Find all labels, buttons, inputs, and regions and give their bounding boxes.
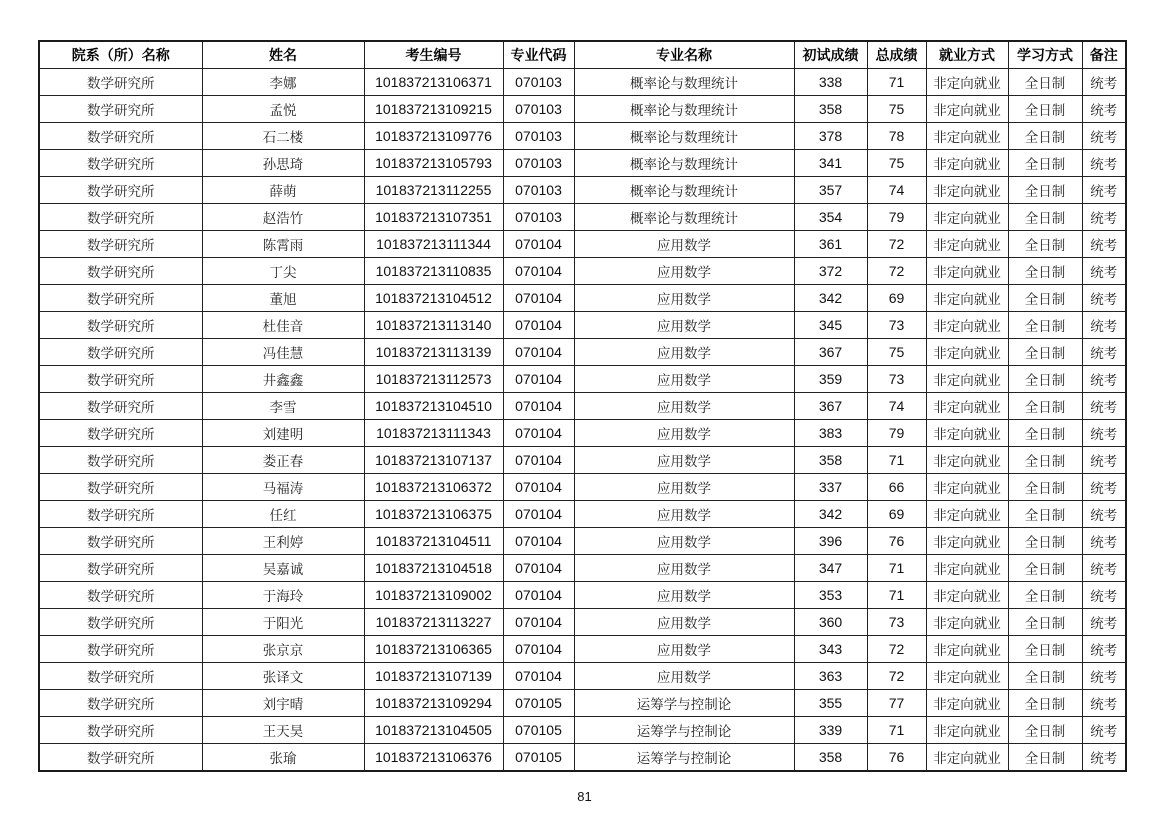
candidate-name-cell: 任红 <box>202 501 364 528</box>
preliminary-score-cell: 367 <box>794 393 867 420</box>
table-row <box>39 366 1126 393</box>
table-row <box>39 204 1126 231</box>
candidate-name-cell: 杜佳音 <box>202 312 364 339</box>
note-cell: 统考 <box>1082 96 1126 123</box>
preliminary-score-cell: 343 <box>794 636 867 663</box>
major-name-cell: 运筹学与控制论 <box>574 690 794 717</box>
study-mode-cell: 全日制 <box>1008 339 1082 366</box>
preliminary-score-cell: 354 <box>794 204 867 231</box>
candidate-name-cell: 娄正春 <box>202 447 364 474</box>
department-cell: 数学研究所 <box>39 231 202 258</box>
exam-id-cell: 101837213112573 <box>364 366 503 393</box>
study-mode-cell: 全日制 <box>1008 123 1082 150</box>
table-row <box>39 474 1126 501</box>
preliminary-score-cell: 363 <box>794 663 867 690</box>
header-study-mode: 学习方式 <box>1008 41 1082 69</box>
preliminary-score-cell: 339 <box>794 717 867 744</box>
note-cell: 统考 <box>1082 312 1126 339</box>
exam-id-cell: 101837213113139 <box>364 339 503 366</box>
note-cell: 统考 <box>1082 420 1126 447</box>
note-cell: 统考 <box>1082 636 1126 663</box>
major-code-cell: 070103 <box>503 69 574 96</box>
note-cell: 统考 <box>1082 177 1126 204</box>
table-row <box>39 690 1126 717</box>
major-name-cell: 应用数学 <box>574 339 794 366</box>
table-row <box>39 339 1126 366</box>
department-cell: 数学研究所 <box>39 393 202 420</box>
candidate-name-cell: 冯佳慧 <box>202 339 364 366</box>
total-score-cell: 73 <box>867 609 926 636</box>
note-cell: 统考 <box>1082 339 1126 366</box>
note-cell: 统考 <box>1082 528 1126 555</box>
candidate-name-cell: 马福涛 <box>202 474 364 501</box>
total-score-cell: 74 <box>867 177 926 204</box>
candidate-name-cell: 孙思琦 <box>202 150 364 177</box>
preliminary-score-cell: 341 <box>794 150 867 177</box>
study-mode-cell: 全日制 <box>1008 366 1082 393</box>
exam-id-cell: 101837213111343 <box>364 420 503 447</box>
study-mode-cell: 全日制 <box>1008 609 1082 636</box>
major-name-cell: 运筹学与控制论 <box>574 744 794 772</box>
total-score-cell: 79 <box>867 204 926 231</box>
department-cell: 数学研究所 <box>39 204 202 231</box>
preliminary-score-cell: 361 <box>794 231 867 258</box>
employment-type-cell: 非定向就业 <box>926 258 1008 285</box>
employment-type-cell: 非定向就业 <box>926 312 1008 339</box>
employment-type-cell: 非定向就业 <box>926 528 1008 555</box>
table-row <box>39 555 1126 582</box>
note-cell: 统考 <box>1082 366 1126 393</box>
study-mode-cell: 全日制 <box>1008 285 1082 312</box>
employment-type-cell: 非定向就业 <box>926 339 1008 366</box>
header-preliminary-score: 初试成绩 <box>794 41 867 69</box>
page-number: 81 <box>577 789 592 804</box>
department-cell: 数学研究所 <box>39 420 202 447</box>
study-mode-cell: 全日制 <box>1008 177 1082 204</box>
table-row <box>39 717 1126 744</box>
preliminary-score-cell: 338 <box>794 69 867 96</box>
exam-id-cell: 101837213105793 <box>364 150 503 177</box>
exam-id-cell: 101837213106365 <box>364 636 503 663</box>
major-code-cell: 070104 <box>503 582 574 609</box>
preliminary-score-cell: 347 <box>794 555 867 582</box>
preliminary-score-cell: 372 <box>794 258 867 285</box>
exam-id-cell: 101837213109215 <box>364 96 503 123</box>
department-cell: 数学研究所 <box>39 447 202 474</box>
major-name-cell: 应用数学 <box>574 393 794 420</box>
candidate-name-cell: 吴嘉诚 <box>202 555 364 582</box>
table-row <box>39 420 1126 447</box>
total-score-cell: 78 <box>867 123 926 150</box>
major-name-cell: 应用数学 <box>574 447 794 474</box>
total-score-cell: 76 <box>867 744 926 772</box>
preliminary-score-cell: 355 <box>794 690 867 717</box>
employment-type-cell: 非定向就业 <box>926 447 1008 474</box>
major-code-cell: 070104 <box>503 555 574 582</box>
department-cell: 数学研究所 <box>39 312 202 339</box>
major-name-cell: 应用数学 <box>574 636 794 663</box>
major-name-cell: 应用数学 <box>574 474 794 501</box>
candidate-name-cell: 薛萌 <box>202 177 364 204</box>
note-cell: 统考 <box>1082 393 1126 420</box>
candidate-name-cell: 张京京 <box>202 636 364 663</box>
candidate-name-cell: 王利婷 <box>202 528 364 555</box>
employment-type-cell: 非定向就业 <box>926 96 1008 123</box>
exam-id-cell: 101837213109776 <box>364 123 503 150</box>
study-mode-cell: 全日制 <box>1008 501 1082 528</box>
major-name-cell: 概率论与数理统计 <box>574 123 794 150</box>
employment-type-cell: 非定向就业 <box>926 366 1008 393</box>
header-employment-type: 就业方式 <box>926 41 1008 69</box>
preliminary-score-cell: 367 <box>794 339 867 366</box>
total-score-cell: 77 <box>867 690 926 717</box>
exam-id-cell: 101837213106372 <box>364 474 503 501</box>
major-name-cell: 应用数学 <box>574 528 794 555</box>
employment-type-cell: 非定向就业 <box>926 636 1008 663</box>
preliminary-score-cell: 345 <box>794 312 867 339</box>
exam-id-cell: 101837213109294 <box>364 690 503 717</box>
major-code-cell: 070105 <box>503 717 574 744</box>
header-major-name: 专业名称 <box>574 41 794 69</box>
total-score-cell: 69 <box>867 501 926 528</box>
candidate-name-cell: 刘宇晴 <box>202 690 364 717</box>
exam-id-cell: 101837213107139 <box>364 663 503 690</box>
study-mode-cell: 全日制 <box>1008 663 1082 690</box>
candidate-name-cell: 李娜 <box>202 69 364 96</box>
note-cell: 统考 <box>1082 717 1126 744</box>
preliminary-score-cell: 353 <box>794 582 867 609</box>
total-score-cell: 75 <box>867 96 926 123</box>
exam-id-cell: 101837213104512 <box>364 285 503 312</box>
department-cell: 数学研究所 <box>39 582 202 609</box>
employment-type-cell: 非定向就业 <box>926 393 1008 420</box>
total-score-cell: 72 <box>867 231 926 258</box>
department-cell: 数学研究所 <box>39 339 202 366</box>
table-row <box>39 258 1126 285</box>
employment-type-cell: 非定向就业 <box>926 690 1008 717</box>
department-cell: 数学研究所 <box>39 150 202 177</box>
note-cell: 统考 <box>1082 258 1126 285</box>
major-name-cell: 应用数学 <box>574 231 794 258</box>
table-row <box>39 231 1126 258</box>
preliminary-score-cell: 337 <box>794 474 867 501</box>
table-row <box>39 528 1126 555</box>
note-cell: 统考 <box>1082 123 1126 150</box>
major-code-cell: 070105 <box>503 744 574 772</box>
department-cell: 数学研究所 <box>39 501 202 528</box>
major-name-cell: 应用数学 <box>574 501 794 528</box>
study-mode-cell: 全日制 <box>1008 636 1082 663</box>
employment-type-cell: 非定向就业 <box>926 285 1008 312</box>
major-name-cell: 应用数学 <box>574 555 794 582</box>
total-score-cell: 71 <box>867 555 926 582</box>
major-code-cell: 070105 <box>503 690 574 717</box>
candidate-name-cell: 井鑫鑫 <box>202 366 364 393</box>
department-cell: 数学研究所 <box>39 555 202 582</box>
department-cell: 数学研究所 <box>39 717 202 744</box>
header-major-code: 专业代码 <box>503 41 574 69</box>
header-name: 姓名 <box>202 41 364 69</box>
note-cell: 统考 <box>1082 447 1126 474</box>
exam-id-cell: 101837213104510 <box>364 393 503 420</box>
preliminary-score-cell: 383 <box>794 420 867 447</box>
table-row <box>39 123 1126 150</box>
total-score-cell: 71 <box>867 717 926 744</box>
exam-id-cell: 101837213104505 <box>364 717 503 744</box>
preliminary-score-cell: 357 <box>794 177 867 204</box>
admission-roster-table <box>38 40 1127 772</box>
candidate-name-cell: 刘建明 <box>202 420 364 447</box>
study-mode-cell: 全日制 <box>1008 204 1082 231</box>
study-mode-cell: 全日制 <box>1008 258 1082 285</box>
department-cell: 数学研究所 <box>39 690 202 717</box>
exam-id-cell: 101837213111344 <box>364 231 503 258</box>
table-row <box>39 744 1126 772</box>
note-cell: 统考 <box>1082 69 1126 96</box>
major-name-cell: 概率论与数理统计 <box>574 204 794 231</box>
total-score-cell: 69 <box>867 285 926 312</box>
preliminary-score-cell: 342 <box>794 501 867 528</box>
total-score-cell: 71 <box>867 447 926 474</box>
employment-type-cell: 非定向就业 <box>926 231 1008 258</box>
table-row <box>39 69 1126 96</box>
employment-type-cell: 非定向就业 <box>926 501 1008 528</box>
preliminary-score-cell: 358 <box>794 447 867 474</box>
preliminary-score-cell: 342 <box>794 285 867 312</box>
candidate-name-cell: 张译文 <box>202 663 364 690</box>
table-row <box>39 609 1126 636</box>
major-name-cell: 应用数学 <box>574 258 794 285</box>
total-score-cell: 71 <box>867 69 926 96</box>
candidate-name-cell: 于阳光 <box>202 609 364 636</box>
department-cell: 数学研究所 <box>39 96 202 123</box>
study-mode-cell: 全日制 <box>1008 393 1082 420</box>
total-score-cell: 75 <box>867 150 926 177</box>
study-mode-cell: 全日制 <box>1008 582 1082 609</box>
major-code-cell: 070104 <box>503 366 574 393</box>
major-code-cell: 070104 <box>503 312 574 339</box>
employment-type-cell: 非定向就业 <box>926 123 1008 150</box>
header-note: 备注 <box>1082 41 1126 69</box>
table-row <box>39 663 1126 690</box>
header-total-score: 总成绩 <box>867 41 926 69</box>
exam-id-cell: 101837213110835 <box>364 258 503 285</box>
total-score-cell: 74 <box>867 393 926 420</box>
study-mode-cell: 全日制 <box>1008 690 1082 717</box>
exam-id-cell: 101837213107137 <box>364 447 503 474</box>
major-code-cell: 070104 <box>503 258 574 285</box>
candidate-name-cell: 李雪 <box>202 393 364 420</box>
major-code-cell: 070103 <box>503 96 574 123</box>
major-name-cell: 概率论与数理统计 <box>574 96 794 123</box>
employment-type-cell: 非定向就业 <box>926 420 1008 447</box>
department-cell: 数学研究所 <box>39 636 202 663</box>
preliminary-score-cell: 396 <box>794 528 867 555</box>
major-code-cell: 070104 <box>503 393 574 420</box>
note-cell: 统考 <box>1082 609 1126 636</box>
employment-type-cell: 非定向就业 <box>926 150 1008 177</box>
note-cell: 统考 <box>1082 501 1126 528</box>
preliminary-score-cell: 359 <box>794 366 867 393</box>
major-name-cell: 应用数学 <box>574 285 794 312</box>
total-score-cell: 79 <box>867 420 926 447</box>
employment-type-cell: 非定向就业 <box>926 663 1008 690</box>
total-score-cell: 66 <box>867 474 926 501</box>
table-row <box>39 393 1126 420</box>
major-name-cell: 应用数学 <box>574 609 794 636</box>
candidate-name-cell: 赵浩竹 <box>202 204 364 231</box>
candidate-name-cell: 董旭 <box>202 285 364 312</box>
department-cell: 数学研究所 <box>39 366 202 393</box>
total-score-cell: 72 <box>867 636 926 663</box>
candidate-name-cell: 于海玲 <box>202 582 364 609</box>
candidate-name-cell: 陈霄雨 <box>202 231 364 258</box>
preliminary-score-cell: 360 <box>794 609 867 636</box>
employment-type-cell: 非定向就业 <box>926 474 1008 501</box>
table-row <box>39 582 1126 609</box>
major-code-cell: 070104 <box>503 420 574 447</box>
exam-id-cell: 101837213109002 <box>364 582 503 609</box>
major-name-cell: 应用数学 <box>574 663 794 690</box>
preliminary-score-cell: 358 <box>794 744 867 772</box>
major-code-cell: 070104 <box>503 231 574 258</box>
department-cell: 数学研究所 <box>39 177 202 204</box>
header-department: 院系（所）名称 <box>39 41 202 69</box>
exam-id-cell: 101837213107351 <box>364 204 503 231</box>
note-cell: 统考 <box>1082 663 1126 690</box>
major-code-cell: 070104 <box>503 474 574 501</box>
exam-id-cell: 101837213113227 <box>364 609 503 636</box>
study-mode-cell: 全日制 <box>1008 231 1082 258</box>
preliminary-score-cell: 378 <box>794 123 867 150</box>
major-code-cell: 070104 <box>503 501 574 528</box>
major-name-cell: 概率论与数理统计 <box>574 150 794 177</box>
major-name-cell: 应用数学 <box>574 312 794 339</box>
note-cell: 统考 <box>1082 231 1126 258</box>
study-mode-cell: 全日制 <box>1008 312 1082 339</box>
table-row <box>39 177 1126 204</box>
department-cell: 数学研究所 <box>39 609 202 636</box>
major-name-cell: 运筹学与控制论 <box>574 717 794 744</box>
note-cell: 统考 <box>1082 555 1126 582</box>
study-mode-cell: 全日制 <box>1008 420 1082 447</box>
exam-id-cell: 101837213104511 <box>364 528 503 555</box>
total-score-cell: 75 <box>867 339 926 366</box>
exam-id-cell: 101837213113140 <box>364 312 503 339</box>
employment-type-cell: 非定向就业 <box>926 582 1008 609</box>
department-cell: 数学研究所 <box>39 663 202 690</box>
preliminary-score-cell: 358 <box>794 96 867 123</box>
table-row <box>39 312 1126 339</box>
major-code-cell: 070103 <box>503 204 574 231</box>
major-name-cell: 应用数学 <box>574 582 794 609</box>
study-mode-cell: 全日制 <box>1008 474 1082 501</box>
candidate-name-cell: 石二楼 <box>202 123 364 150</box>
department-cell: 数学研究所 <box>39 474 202 501</box>
table-row <box>39 96 1126 123</box>
employment-type-cell: 非定向就业 <box>926 609 1008 636</box>
table-row <box>39 150 1126 177</box>
study-mode-cell: 全日制 <box>1008 744 1082 772</box>
study-mode-cell: 全日制 <box>1008 150 1082 177</box>
major-code-cell: 070104 <box>503 636 574 663</box>
employment-type-cell: 非定向就业 <box>926 204 1008 231</box>
candidate-name-cell: 孟悦 <box>202 96 364 123</box>
note-cell: 统考 <box>1082 582 1126 609</box>
department-cell: 数学研究所 <box>39 69 202 96</box>
exam-id-cell: 101837213106371 <box>364 69 503 96</box>
total-score-cell: 73 <box>867 366 926 393</box>
department-cell: 数学研究所 <box>39 123 202 150</box>
exam-id-cell: 101837213104518 <box>364 555 503 582</box>
note-cell: 统考 <box>1082 690 1126 717</box>
major-code-cell: 070103 <box>503 150 574 177</box>
employment-type-cell: 非定向就业 <box>926 744 1008 772</box>
department-cell: 数学研究所 <box>39 285 202 312</box>
major-code-cell: 070104 <box>503 609 574 636</box>
major-name-cell: 应用数学 <box>574 420 794 447</box>
department-cell: 数学研究所 <box>39 528 202 555</box>
note-cell: 统考 <box>1082 150 1126 177</box>
exam-id-cell: 101837213112255 <box>364 177 503 204</box>
major-code-cell: 070104 <box>503 447 574 474</box>
department-cell: 数学研究所 <box>39 258 202 285</box>
note-cell: 统考 <box>1082 474 1126 501</box>
major-code-cell: 070104 <box>503 528 574 555</box>
study-mode-cell: 全日制 <box>1008 555 1082 582</box>
table-row <box>39 285 1126 312</box>
note-cell: 统考 <box>1082 285 1126 312</box>
department-cell: 数学研究所 <box>39 744 202 772</box>
table-row <box>39 447 1126 474</box>
table-header-row <box>39 41 1126 69</box>
study-mode-cell: 全日制 <box>1008 447 1082 474</box>
major-code-cell: 070103 <box>503 177 574 204</box>
note-cell: 统考 <box>1082 744 1126 772</box>
major-name-cell: 概率论与数理统计 <box>574 69 794 96</box>
study-mode-cell: 全日制 <box>1008 717 1082 744</box>
exam-id-cell: 101837213106376 <box>364 744 503 772</box>
table-row <box>39 636 1126 663</box>
study-mode-cell: 全日制 <box>1008 528 1082 555</box>
study-mode-cell: 全日制 <box>1008 69 1082 96</box>
study-mode-cell: 全日制 <box>1008 96 1082 123</box>
header-exam-id: 考生编号 <box>364 41 503 69</box>
total-score-cell: 73 <box>867 312 926 339</box>
note-cell: 统考 <box>1082 204 1126 231</box>
major-code-cell: 070104 <box>503 663 574 690</box>
candidate-name-cell: 张瑜 <box>202 744 364 772</box>
exam-id-cell: 101837213106375 <box>364 501 503 528</box>
employment-type-cell: 非定向就业 <box>926 69 1008 96</box>
major-code-cell: 070104 <box>503 339 574 366</box>
total-score-cell: 71 <box>867 582 926 609</box>
employment-type-cell: 非定向就业 <box>926 717 1008 744</box>
major-code-cell: 070104 <box>503 285 574 312</box>
employment-type-cell: 非定向就业 <box>926 177 1008 204</box>
major-name-cell: 概率论与数理统计 <box>574 177 794 204</box>
total-score-cell: 76 <box>867 528 926 555</box>
total-score-cell: 72 <box>867 663 926 690</box>
candidate-name-cell: 王天昊 <box>202 717 364 744</box>
candidate-name-cell: 丁尖 <box>202 258 364 285</box>
table-row <box>39 501 1126 528</box>
employment-type-cell: 非定向就业 <box>926 555 1008 582</box>
major-name-cell: 应用数学 <box>574 366 794 393</box>
major-code-cell: 070103 <box>503 123 574 150</box>
total-score-cell: 72 <box>867 258 926 285</box>
